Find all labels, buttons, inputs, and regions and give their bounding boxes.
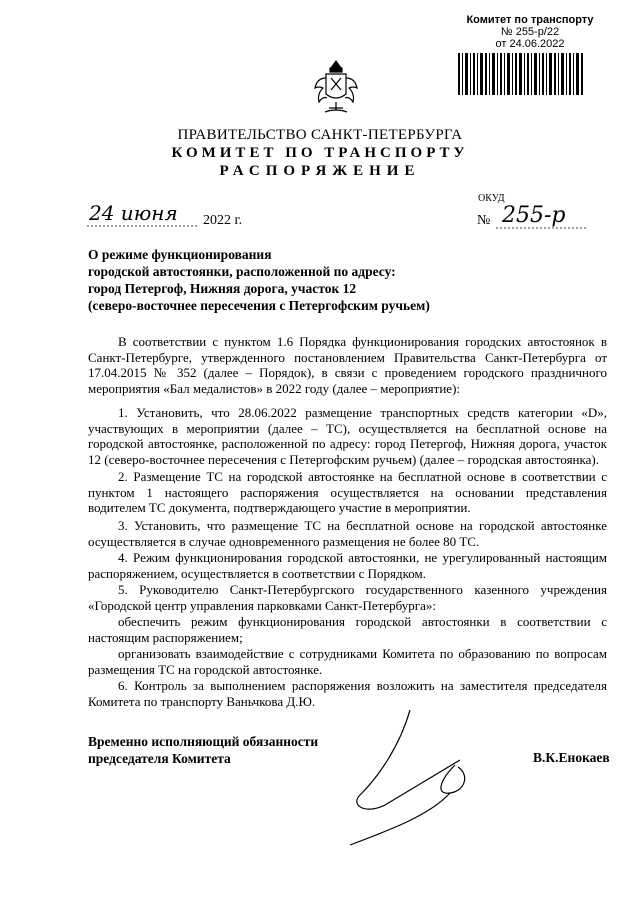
paragraph-5a: обеспечить режим функционирования городской автостоянки в соответствии с настоящим распоряжением; [88, 614, 607, 645]
subject-line: О режиме функционирования [88, 247, 272, 262]
paragraph-1: 1. Установить, что 28.06.2022 размещение транспортных средств категории «D», участвующих в мероприятии (далее – ТС), осуществляется на бесплатной основе на городской автостоянке, расположенной по адресу: город Петергоф, Нижняя дорога, участок 12 (северо-восточнее пересечения с Петергофским ручьем) (далее – городская автостоянка). [88, 405, 607, 467]
committee-title: КОМИТЕТ ПО ТРАНСПОРТУ [171, 145, 469, 161]
handwritten-date [87, 196, 199, 232]
handwritten-date-text: 24 июня [89, 201, 178, 225]
paragraph-2: 2. Размещение ТС на городской автостоянке на бесплатной основе в соответствии с пунктом 1 настоящего распоряжения осуществляется на основании представления водителем ТС документа, подтверждающего участие в мероприятии. [88, 469, 607, 515]
subject-line: (северо-восточнее пересечения с Петергофским ручьем) [88, 298, 430, 313]
document-subject [88, 246, 430, 314]
paragraph-6: 6. Контроль за выполнением распоряжения возложить на заместителя председателя Комитета по транспорту Ваньчкова Д.Ю. [88, 678, 607, 709]
okud-label: ОКУД [478, 193, 505, 204]
document-type: РАСПОРЯЖЕНИЕ [219, 163, 421, 179]
number-label: № [477, 213, 491, 228]
paragraph-4: 4. Режим функционирования городской автостоянки, не урегулированный настоящим распоряжением, осуществляется в соответствии с Порядком. [88, 550, 607, 581]
handwritten-signature [340, 705, 490, 855]
registration-stamp [455, 14, 605, 50]
position-line: председателя Комитета [88, 751, 231, 766]
barcode-icon [458, 53, 584, 95]
paragraph-5: 5. Руководителю Санкт-Петербургского государственного казенного учреждения «Городской центр управления парковками Санкт-Петербурга»: [88, 582, 607, 613]
date-year: 2022 г. [203, 213, 243, 228]
government-title: ПРАВИТЕЛЬСТВО САНКТ-ПЕТЕРБУРГА [177, 127, 463, 143]
stamp-committee: Комитет по транспорту [466, 14, 594, 26]
subject-line: город Петергоф, Нижняя дорога, участок 12 [88, 281, 357, 296]
signatory-position [88, 733, 318, 767]
handwritten-number-text: 255-р [502, 203, 566, 228]
stamp-date: от 24.06.2022 [495, 38, 565, 50]
stamp-number: № 255-р/22 [500, 26, 560, 38]
signatory-name: В.К.Енокаев [533, 750, 610, 765]
st-petersburg-coat-of-arms-icon [311, 58, 361, 116]
handwritten-number [496, 196, 586, 236]
paragraph-5b: организовать взаимодействие с сотрудниками Комитета по образованию по вопросам размещения ТС на городской автостоянке. [88, 646, 607, 677]
position-line: Временно исполняющий обязанности [88, 734, 319, 749]
intro-paragraph: В соответствии с пунктом 1.6 Порядка функционирования городских автостоянок в Санкт-Петербурге, утвержденного постановлением Правительства Санкт-Петербурга от 17.04.2015 № 352 (далее – Порядок), в связи с проведением городского праздничного мероприятия «Бал медалистов» в 2022 году (далее – мероприятие): [88, 334, 607, 396]
paragraph-3: 3. Установить, что размещение ТС на бесплатной основе на городской автостоянке осуществляется в случае одновременного размещения не более 80 ТС. [88, 518, 607, 549]
subject-line: городской автостоянки, расположенной по адресу: [88, 264, 396, 279]
